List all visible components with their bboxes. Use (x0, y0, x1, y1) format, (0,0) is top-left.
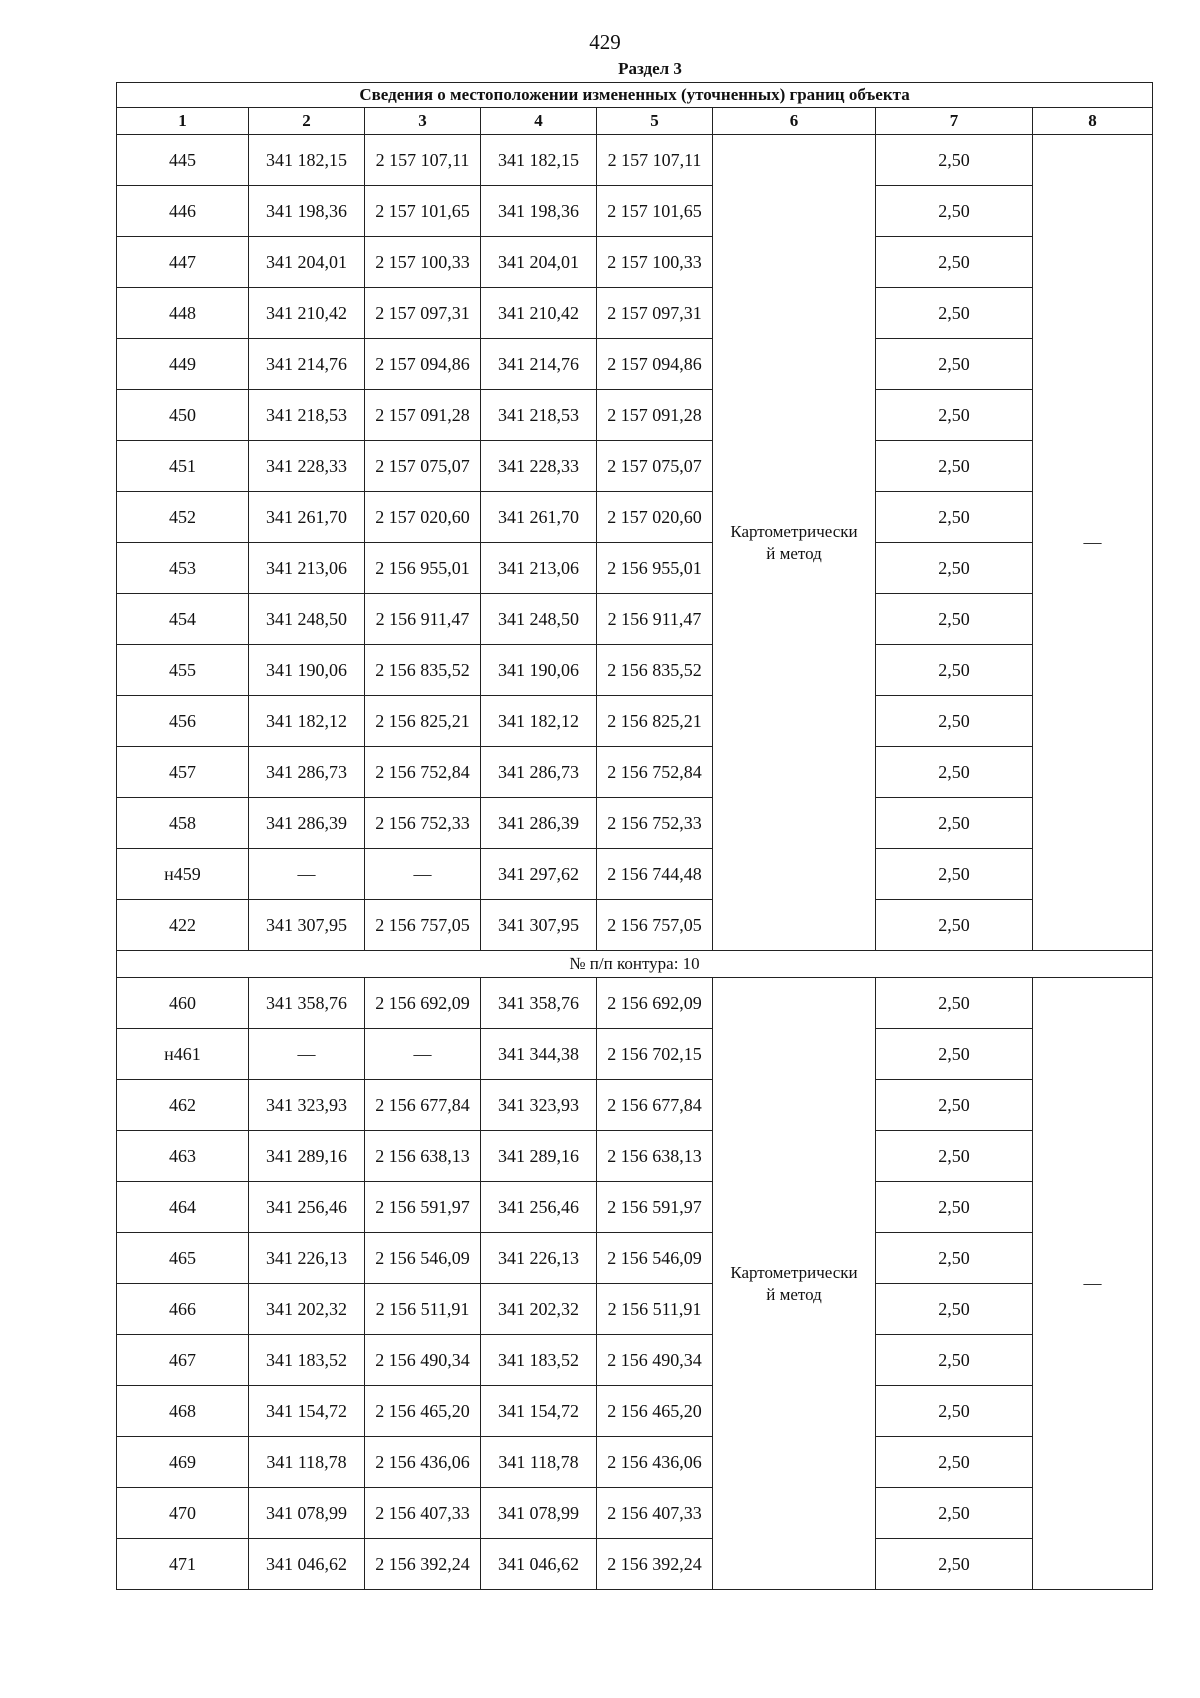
x-old-cell: 341 214,76 (249, 339, 365, 390)
x-old-cell: 341 248,50 (249, 594, 365, 645)
y-new-cell: 2 157 020,60 (597, 492, 713, 543)
x-new-cell: 341 213,06 (481, 543, 597, 594)
section-title: Раздел 3 (618, 59, 682, 78)
x-new-cell: 341 286,39 (481, 798, 597, 849)
table-row (117, 543, 1153, 594)
x-old-cell: 341 182,15 (249, 135, 365, 186)
method-text: Картометрически (730, 1262, 858, 1282)
y-old-cell: 2 156 546,09 (365, 1233, 481, 1284)
x-new-cell: 341 226,13 (481, 1233, 597, 1284)
point-number-cell: 466 (117, 1284, 249, 1335)
table-row (117, 696, 1153, 747)
table-row (117, 441, 1153, 492)
y-old-cell: 2 156 752,84 (365, 747, 481, 798)
x-old-cell: 341 226,13 (249, 1233, 365, 1284)
x-new-cell: 341 202,32 (481, 1284, 597, 1335)
point-number-cell: 469 (117, 1437, 249, 1488)
column-header: 7 (876, 108, 1033, 135)
accuracy-cell: 2,50 (876, 288, 1033, 339)
y-old-cell: 2 156 835,52 (365, 645, 481, 696)
x-new-cell: 341 214,76 (481, 339, 597, 390)
table-row (117, 1488, 1153, 1539)
table-row (117, 747, 1153, 798)
x-new-cell: 341 154,72 (481, 1386, 597, 1437)
y-new-cell: 2 156 465,20 (597, 1386, 713, 1437)
y-new-cell: 2 156 692,09 (597, 978, 713, 1029)
point-number-cell: 452 (117, 492, 249, 543)
x-old-cell: 341 286,73 (249, 747, 365, 798)
x-new-cell: 341 182,15 (481, 135, 597, 186)
y-new-cell: 2 156 436,06 (597, 1437, 713, 1488)
y-new-cell: 2 156 677,84 (597, 1080, 713, 1131)
y-old-cell: 2 157 100,33 (365, 237, 481, 288)
y-new-cell: 2 156 752,84 (597, 747, 713, 798)
y-old-cell: 2 157 107,11 (365, 135, 481, 186)
coordinates-table (116, 82, 1153, 1590)
table-row (117, 900, 1153, 951)
point-number-cell: 460 (117, 978, 249, 1029)
x-new-cell: 341 286,73 (481, 747, 597, 798)
x-old-cell: 341 289,16 (249, 1131, 365, 1182)
col8-cell: — (1033, 978, 1153, 1590)
x-old-cell: 341 204,01 (249, 237, 365, 288)
y-new-cell: 2 156 835,52 (597, 645, 713, 696)
point-number-cell: н459 (117, 849, 249, 900)
y-new-cell: 2 157 097,31 (597, 288, 713, 339)
x-old-cell: 341 183,52 (249, 1335, 365, 1386)
y-new-cell: 2 156 744,48 (597, 849, 713, 900)
y-new-cell: 2 157 107,11 (597, 135, 713, 186)
table-row (117, 1437, 1153, 1488)
y-new-cell: 2 157 101,65 (597, 186, 713, 237)
x-new-cell: 341 210,42 (481, 288, 597, 339)
accuracy-cell: 2,50 (876, 237, 1033, 288)
y-new-cell: 2 157 100,33 (597, 237, 713, 288)
point-number-cell: 463 (117, 1131, 249, 1182)
y-old-cell: — (365, 849, 481, 900)
table-caption: Сведения о местоположении измененных (уточненных) границ объекта (117, 83, 1153, 108)
table-row (117, 288, 1153, 339)
point-number-cell: 464 (117, 1182, 249, 1233)
point-number-cell: 446 (117, 186, 249, 237)
method-cell (713, 978, 876, 1590)
x-old-cell: 341 118,78 (249, 1437, 365, 1488)
x-new-cell: 341 289,16 (481, 1131, 597, 1182)
table-row (117, 594, 1153, 645)
x-new-cell: 341 307,95 (481, 900, 597, 951)
x-old-cell: 341 261,70 (249, 492, 365, 543)
point-number-cell: 468 (117, 1386, 249, 1437)
accuracy-cell: 2,50 (876, 1539, 1033, 1590)
x-new-cell: 341 078,99 (481, 1488, 597, 1539)
y-old-cell: 2 157 097,31 (365, 288, 481, 339)
accuracy-cell: 2,50 (876, 978, 1033, 1029)
x-new-cell: 341 204,01 (481, 237, 597, 288)
y-old-cell: 2 157 020,60 (365, 492, 481, 543)
x-old-cell: 341 182,12 (249, 696, 365, 747)
table-row (117, 135, 1153, 186)
accuracy-cell: 2,50 (876, 747, 1033, 798)
column-header: 5 (597, 108, 713, 135)
point-number-cell: 447 (117, 237, 249, 288)
point-number-cell: 465 (117, 1233, 249, 1284)
table-row (117, 339, 1153, 390)
x-old-cell: 341 256,46 (249, 1182, 365, 1233)
column-header: 6 (713, 108, 876, 135)
table-row (117, 1029, 1153, 1080)
y-new-cell: 2 156 591,97 (597, 1182, 713, 1233)
y-old-cell: 2 157 094,86 (365, 339, 481, 390)
x-new-cell: 341 198,36 (481, 186, 597, 237)
accuracy-cell: 2,50 (876, 1182, 1033, 1233)
y-old-cell: 2 156 490,34 (365, 1335, 481, 1386)
y-new-cell: 2 156 392,24 (597, 1539, 713, 1590)
accuracy-cell: 2,50 (876, 1437, 1033, 1488)
accuracy-cell: 2,50 (876, 543, 1033, 594)
x-old-cell: 341 198,36 (249, 186, 365, 237)
point-number-cell: 422 (117, 900, 249, 951)
x-old-cell: 341 190,06 (249, 645, 365, 696)
y-old-cell: 2 156 392,24 (365, 1539, 481, 1590)
table-row (117, 237, 1153, 288)
y-new-cell: 2 156 757,05 (597, 900, 713, 951)
accuracy-cell: 2,50 (876, 441, 1033, 492)
point-number-cell: 462 (117, 1080, 249, 1131)
accuracy-cell: 2,50 (876, 1386, 1033, 1437)
method-text: й метод (766, 1284, 822, 1304)
x-old-cell: 341 210,42 (249, 288, 365, 339)
y-old-cell: 2 156 407,33 (365, 1488, 481, 1539)
column-header: 1 (117, 108, 249, 135)
column-header: 3 (365, 108, 481, 135)
x-new-cell: 341 218,53 (481, 390, 597, 441)
accuracy-cell: 2,50 (876, 1131, 1033, 1182)
x-new-cell: 341 297,62 (481, 849, 597, 900)
point-number-cell: 457 (117, 747, 249, 798)
point-number-cell: 471 (117, 1539, 249, 1590)
method-text: й метод (766, 543, 822, 563)
x-old-cell: 341 323,93 (249, 1080, 365, 1131)
x-old-cell: 341 307,95 (249, 900, 365, 951)
y-old-cell: 2 156 436,06 (365, 1437, 481, 1488)
x-old-cell: 341 358,76 (249, 978, 365, 1029)
point-number-cell: 449 (117, 339, 249, 390)
accuracy-cell: 2,50 (876, 1080, 1033, 1131)
x-new-cell: 341 344,38 (481, 1029, 597, 1080)
accuracy-cell: 2,50 (876, 339, 1033, 390)
table-row (117, 390, 1153, 441)
point-number-cell: 450 (117, 390, 249, 441)
y-old-cell: — (365, 1029, 481, 1080)
table-row (117, 798, 1153, 849)
table-row (117, 1539, 1153, 1590)
y-old-cell: 2 157 101,65 (365, 186, 481, 237)
point-number-cell: 448 (117, 288, 249, 339)
y-new-cell: 2 157 075,07 (597, 441, 713, 492)
table-row (117, 186, 1153, 237)
accuracy-cell: 2,50 (876, 594, 1033, 645)
x-old-cell: 341 202,32 (249, 1284, 365, 1335)
table-row (117, 849, 1153, 900)
y-new-cell: 2 156 702,15 (597, 1029, 713, 1080)
point-number-cell: 445 (117, 135, 249, 186)
contour-row (117, 951, 1153, 978)
y-old-cell: 2 156 591,97 (365, 1182, 481, 1233)
accuracy-cell: 2,50 (876, 645, 1033, 696)
x-new-cell: 341 228,33 (481, 441, 597, 492)
accuracy-cell: 2,50 (876, 1284, 1033, 1335)
y-old-cell: 2 156 825,21 (365, 696, 481, 747)
y-old-cell: 2 156 692,09 (365, 978, 481, 1029)
x-new-cell: 341 358,76 (481, 978, 597, 1029)
accuracy-cell: 2,50 (876, 849, 1033, 900)
point-number-cell: 455 (117, 645, 249, 696)
y-new-cell: 2 156 490,34 (597, 1335, 713, 1386)
method-cell (713, 135, 876, 951)
accuracy-cell: 2,50 (876, 1488, 1033, 1539)
y-new-cell: 2 156 911,47 (597, 594, 713, 645)
x-new-cell: 341 046,62 (481, 1539, 597, 1590)
y-old-cell: 2 156 677,84 (365, 1080, 481, 1131)
column-header: 4 (481, 108, 597, 135)
y-new-cell: 2 156 638,13 (597, 1131, 713, 1182)
y-new-cell: 2 157 094,86 (597, 339, 713, 390)
method-text: Картометрически (730, 521, 858, 541)
y-old-cell: 2 156 955,01 (365, 543, 481, 594)
x-new-cell: 341 118,78 (481, 1437, 597, 1488)
x-new-cell: 341 256,46 (481, 1182, 597, 1233)
x-old-cell: — (249, 849, 365, 900)
table-row (117, 1182, 1153, 1233)
y-old-cell: 2 156 911,47 (365, 594, 481, 645)
y-new-cell: 2 156 825,21 (597, 696, 713, 747)
point-number-cell: 454 (117, 594, 249, 645)
accuracy-cell: 2,50 (876, 390, 1033, 441)
col8-cell: — (1033, 135, 1153, 951)
y-new-cell: 2 156 546,09 (597, 1233, 713, 1284)
accuracy-cell: 2,50 (876, 900, 1033, 951)
x-old-cell: 341 046,62 (249, 1539, 365, 1590)
point-number-cell: 470 (117, 1488, 249, 1539)
accuracy-cell: 2,50 (876, 135, 1033, 186)
contour-label: № п/п контура: 10 (117, 951, 1153, 978)
table-row (117, 978, 1153, 1029)
x-old-cell: 341 078,99 (249, 1488, 365, 1539)
x-new-cell: 341 248,50 (481, 594, 597, 645)
accuracy-cell: 2,50 (876, 696, 1033, 747)
y-new-cell: 2 156 955,01 (597, 543, 713, 594)
table-row (117, 1284, 1153, 1335)
point-number-cell: 467 (117, 1335, 249, 1386)
x-old-cell: — (249, 1029, 365, 1080)
table-row (117, 1080, 1153, 1131)
y-old-cell: 2 156 511,91 (365, 1284, 481, 1335)
x-new-cell: 341 323,93 (481, 1080, 597, 1131)
table-row (117, 1131, 1153, 1182)
x-old-cell: 341 213,06 (249, 543, 365, 594)
x-new-cell: 341 190,06 (481, 645, 597, 696)
accuracy-cell: 2,50 (876, 798, 1033, 849)
x-new-cell: 341 183,52 (481, 1335, 597, 1386)
column-header: 8 (1033, 108, 1153, 135)
point-number-cell: 458 (117, 798, 249, 849)
accuracy-cell: 2,50 (876, 492, 1033, 543)
accuracy-cell: 2,50 (876, 1029, 1033, 1080)
y-old-cell: 2 157 075,07 (365, 441, 481, 492)
point-number-cell: 453 (117, 543, 249, 594)
header-row (117, 108, 1153, 135)
y-new-cell: 2 157 091,28 (597, 390, 713, 441)
y-new-cell: 2 156 752,33 (597, 798, 713, 849)
table-row (117, 1233, 1153, 1284)
y-old-cell: 2 156 465,20 (365, 1386, 481, 1437)
x-old-cell: 341 286,39 (249, 798, 365, 849)
point-number-cell: 456 (117, 696, 249, 747)
x-old-cell: 341 228,33 (249, 441, 365, 492)
table-row (117, 1335, 1153, 1386)
y-old-cell: 2 156 752,33 (365, 798, 481, 849)
table-row (117, 645, 1153, 696)
y-old-cell: 2 157 091,28 (365, 390, 481, 441)
point-number-cell: н461 (117, 1029, 249, 1080)
accuracy-cell: 2,50 (876, 1335, 1033, 1386)
page-number: 429 (589, 30, 621, 54)
accuracy-cell: 2,50 (876, 186, 1033, 237)
y-new-cell: 2 156 511,91 (597, 1284, 713, 1335)
point-number-cell: 451 (117, 441, 249, 492)
table-row (117, 492, 1153, 543)
y-old-cell: 2 156 638,13 (365, 1131, 481, 1182)
x-old-cell: 341 154,72 (249, 1386, 365, 1437)
x-new-cell: 341 182,12 (481, 696, 597, 747)
column-header: 2 (249, 108, 365, 135)
x-new-cell: 341 261,70 (481, 492, 597, 543)
y-new-cell: 2 156 407,33 (597, 1488, 713, 1539)
table-row (117, 1386, 1153, 1437)
x-old-cell: 341 218,53 (249, 390, 365, 441)
y-old-cell: 2 156 757,05 (365, 900, 481, 951)
accuracy-cell: 2,50 (876, 1233, 1033, 1284)
